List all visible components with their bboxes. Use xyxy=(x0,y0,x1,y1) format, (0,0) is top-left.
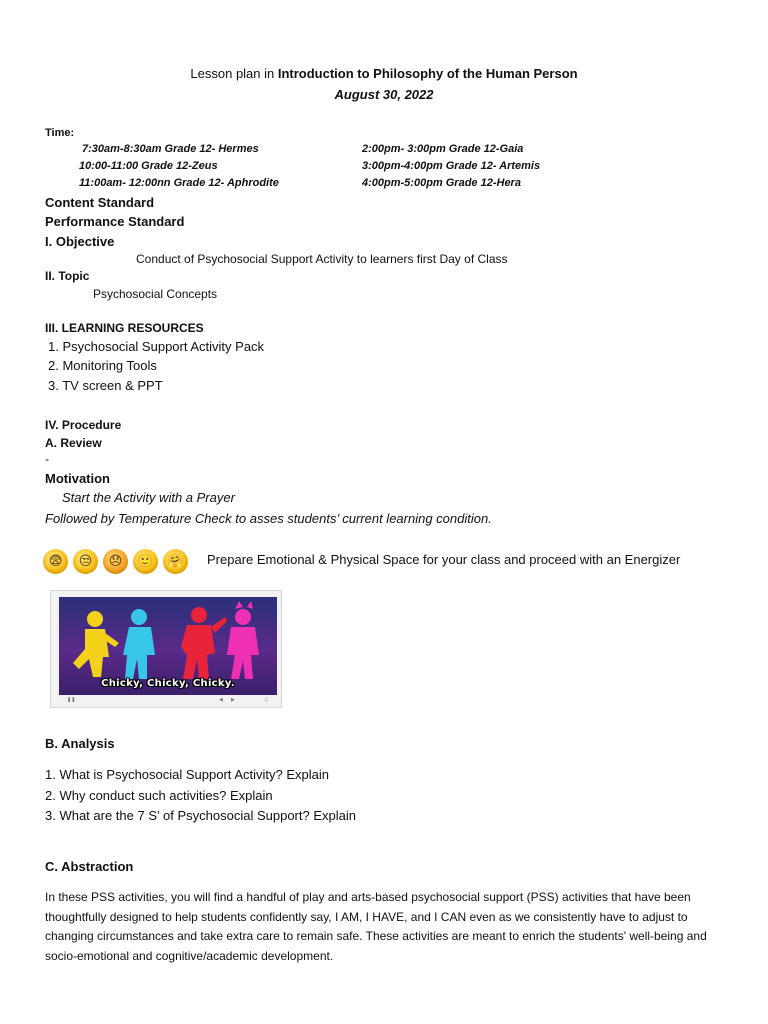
title-subject: Introduction to Philosophy of the Human Person xyxy=(277,66,578,81)
schedule-right-1: 2:00pm- 3:00pm Grade 12-Gaia xyxy=(362,143,524,155)
analysis-item: 1. What is Psychosocial Support Activity? Explain xyxy=(45,767,329,782)
performance-standard-heading: Performance Standard xyxy=(45,214,185,229)
learning-resources-heading: III. LEARNING RESOURCES xyxy=(45,321,204,335)
volume-icon[interactable]: ♫ xyxy=(264,697,269,703)
motivation-heading: Motivation xyxy=(45,471,110,486)
content-standard-heading: Content Standard xyxy=(45,195,155,210)
video-controls[interactable] xyxy=(59,697,277,705)
review-heading: A. Review xyxy=(45,436,102,450)
analysis-heading: B. Analysis xyxy=(45,736,115,751)
resource-item: 1. Psychosocial Support Activity Pack xyxy=(48,339,265,354)
abstraction-paragraph: In these PSS activities, you will find a handful of play and arts-based psychosocial support (PSS) activities that have been thoughtfully designed to help students confidently say, I AM, I HAVE, and I CAN even as we consistently have to adjust to changing circumstances and take extra care to remain safe. These activities are meant to enrich the students' well-being and socio-emotional and cognitive/academic development. xyxy=(45,890,707,963)
review-dash: - xyxy=(45,452,49,466)
rewind-icon[interactable]: ◀ xyxy=(219,697,223,703)
abstraction-heading: C. Abstraction xyxy=(45,859,134,874)
schedule-right-3: 4:00pm-5:00pm Grade 12-Hera xyxy=(362,177,521,189)
prayer-text: Start the Activity with a Prayer xyxy=(62,490,235,505)
objective-heading: I. Objective xyxy=(45,234,115,249)
objective-text: Conduct of Psychosocial Support Activity to learners first Day of Class xyxy=(136,252,508,266)
disappointed-face-icon: 😞 xyxy=(103,549,128,574)
topic-text: Psychosocial Concepts xyxy=(93,287,218,301)
unamused-face-icon: 😒 xyxy=(73,549,98,574)
video-caption: Chicky, Chicky, Chicky. xyxy=(101,678,235,689)
pause-icon[interactable]: ❚❚ xyxy=(67,697,76,703)
temperature-check-text: Followed by Temperature Check to asses students’ current learning condition. xyxy=(45,511,492,526)
lesson-date: August 30, 2022 xyxy=(334,87,434,102)
video-screen[interactable] xyxy=(59,597,277,695)
schedule-left-3: 11:00am- 12:00nn Grade 12- Aphrodite xyxy=(79,177,279,189)
analysis-item: 3. What are the 7 S’ of Psychosocial Support? Explain xyxy=(45,808,356,823)
schedule-right-2: 3:00pm-4:00pm Grade 12- Artemis xyxy=(362,160,541,172)
topic-heading: II. Topic xyxy=(45,269,90,283)
dancer-cyan xyxy=(123,609,155,679)
dancer-pink xyxy=(227,601,259,679)
analysis-item: 2. Why conduct such activities? Explain xyxy=(45,788,273,803)
smiling-face-icon: 🙂 xyxy=(133,549,158,574)
dancer-red xyxy=(181,607,227,679)
schedule-left-1: 7:30am-8:30am Grade 12- Hermes xyxy=(82,143,259,155)
forward-icon[interactable]: ▶ xyxy=(231,697,235,703)
resource-item: 2. Monitoring Tools xyxy=(48,358,157,373)
energizer-text: Prepare Emotional & Physical Space for your class and proceed with an Energizer xyxy=(207,552,681,567)
procedure-heading: IV. Procedure xyxy=(45,418,122,432)
schedule-left-2: 10:00-11:00 Grade 12-Zeus xyxy=(79,160,218,172)
lesson-title xyxy=(0,66,768,81)
dancer-yellow xyxy=(73,611,119,677)
energizer-video[interactable] xyxy=(50,590,282,708)
hugging-face-icon: 🤗 xyxy=(163,549,188,574)
title-prefix: Lesson plan in xyxy=(190,66,278,81)
fearful-face-icon: 😨 xyxy=(43,549,68,574)
resource-item: 3. TV screen & PPT xyxy=(48,378,163,393)
emoji-row xyxy=(43,549,188,574)
time-label: Time: xyxy=(45,127,75,139)
